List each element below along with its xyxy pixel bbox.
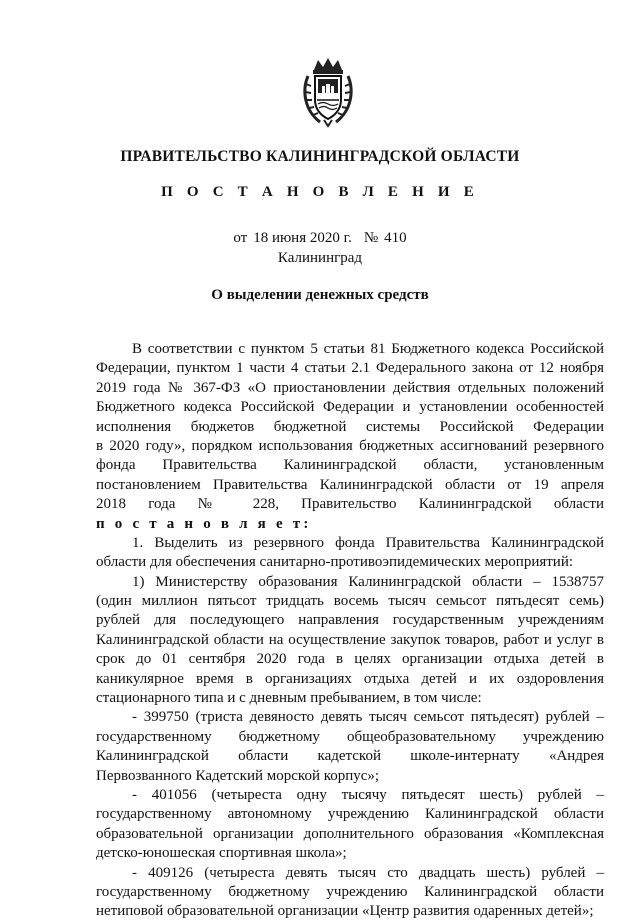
date-line xyxy=(0,230,640,247)
body-line: стационарного типа и с дневным пребыванием, в том числе: xyxy=(96,690,482,707)
body-line: государственному автономному учреждению Калининградской области xyxy=(96,806,604,823)
body-line: 1) Министерству образования Калининградской области – 1538757 xyxy=(132,573,604,590)
body-line: фонда Правительства Калининградской области, установленным xyxy=(96,457,604,474)
date-prefix: от xyxy=(233,230,248,246)
document-body xyxy=(96,340,604,922)
body-line: нетиповой образовательной организации «Центр развития одаренных детей»; xyxy=(96,903,594,920)
body-line: - 399750 (триста девяносто девять тысяч семьсот пятьдесят) рублей – xyxy=(132,709,604,726)
decree-word: п о с т а н о в л я е т: xyxy=(96,515,312,532)
body-line: - 409126 (четыреста девять тысяч сто двадцать шесть) рублей – xyxy=(132,864,604,881)
body-line: Первозванного Кадетский морской корпус»; xyxy=(96,767,380,784)
body-line: государственному бюджетному учреждению Калининградской области xyxy=(96,883,604,900)
body-line: образовательной организации дополнительного образования «Комплексная xyxy=(96,825,604,842)
body-line: 1. Выделить из резервного фонда Правительства Калининградской xyxy=(132,534,604,551)
organization-title: ПРАВИТЕЛЬСТВО КАЛИНИНГРАДСКОЙ ОБЛАСТИ xyxy=(120,148,520,165)
body-line: 2018 года № 228, Правительство Калининградской области xyxy=(96,496,604,513)
date-value: 18 июня 2020 г. xyxy=(253,230,352,246)
body-line: каникулярное время в организациях отдыха детей и их оздоровления xyxy=(96,670,604,687)
coat-of-arms-icon xyxy=(300,56,356,128)
body-line: Калининградской области на осуществление закупок товаров, работ и услуг в xyxy=(96,631,604,648)
number-sign: № xyxy=(363,230,379,246)
body-line: Федерации, пунктом 1 части 4 статьи 2.1 Федерального закона от 12 ноября xyxy=(96,360,604,377)
body-line: рублей для последующего направления государственным учреждениям xyxy=(96,612,604,629)
body-line: постановлением Правительства Калининградской области от 19 апреля xyxy=(96,476,604,493)
body-line: срок до 01 сентября 2020 года в целях организации отдыха детей в xyxy=(96,651,604,668)
body-line: В соответствии с пунктом 5 статьи 81 Бюджетного кодекса Российской xyxy=(132,341,604,357)
body-line: исполнения бюджетов бюджетной системы Российской Федерации xyxy=(96,418,604,435)
body-line: (один миллион пятьсот тридцать восемь тысяч семьсот пятьдесят семь) xyxy=(96,593,604,610)
document-type: П О С Т А Н О В Л Е Н И Е xyxy=(161,184,479,200)
body-line: детско-юношеская спортивная школа»; xyxy=(96,845,347,862)
body-line: Калининградской области кадетской школе-интернату «Андрея xyxy=(96,748,604,765)
body-line: области для обеспечения санитарно-противоэпидемических мероприятий: xyxy=(96,554,574,571)
body-line: 2019 года № 367-ФЗ «О приостановлении действия отдельных положений xyxy=(96,379,604,396)
body-line: Бюджетного кодекса Российской Федерации и установлении особенностей xyxy=(96,399,604,416)
document-number: 410 xyxy=(384,230,407,246)
body-line: - 401056 (четыреста одну тысячу пятьдесят шесть) рублей – xyxy=(132,786,604,803)
city: Калининград xyxy=(277,250,363,266)
document-subject: О выделении денежных средств xyxy=(211,287,429,303)
body-line: в 2020 году», порядком использования бюджетных ассигнований резервного xyxy=(96,437,604,454)
body-line: государственному бюджетному общеобразовательному учреждению xyxy=(96,728,604,745)
